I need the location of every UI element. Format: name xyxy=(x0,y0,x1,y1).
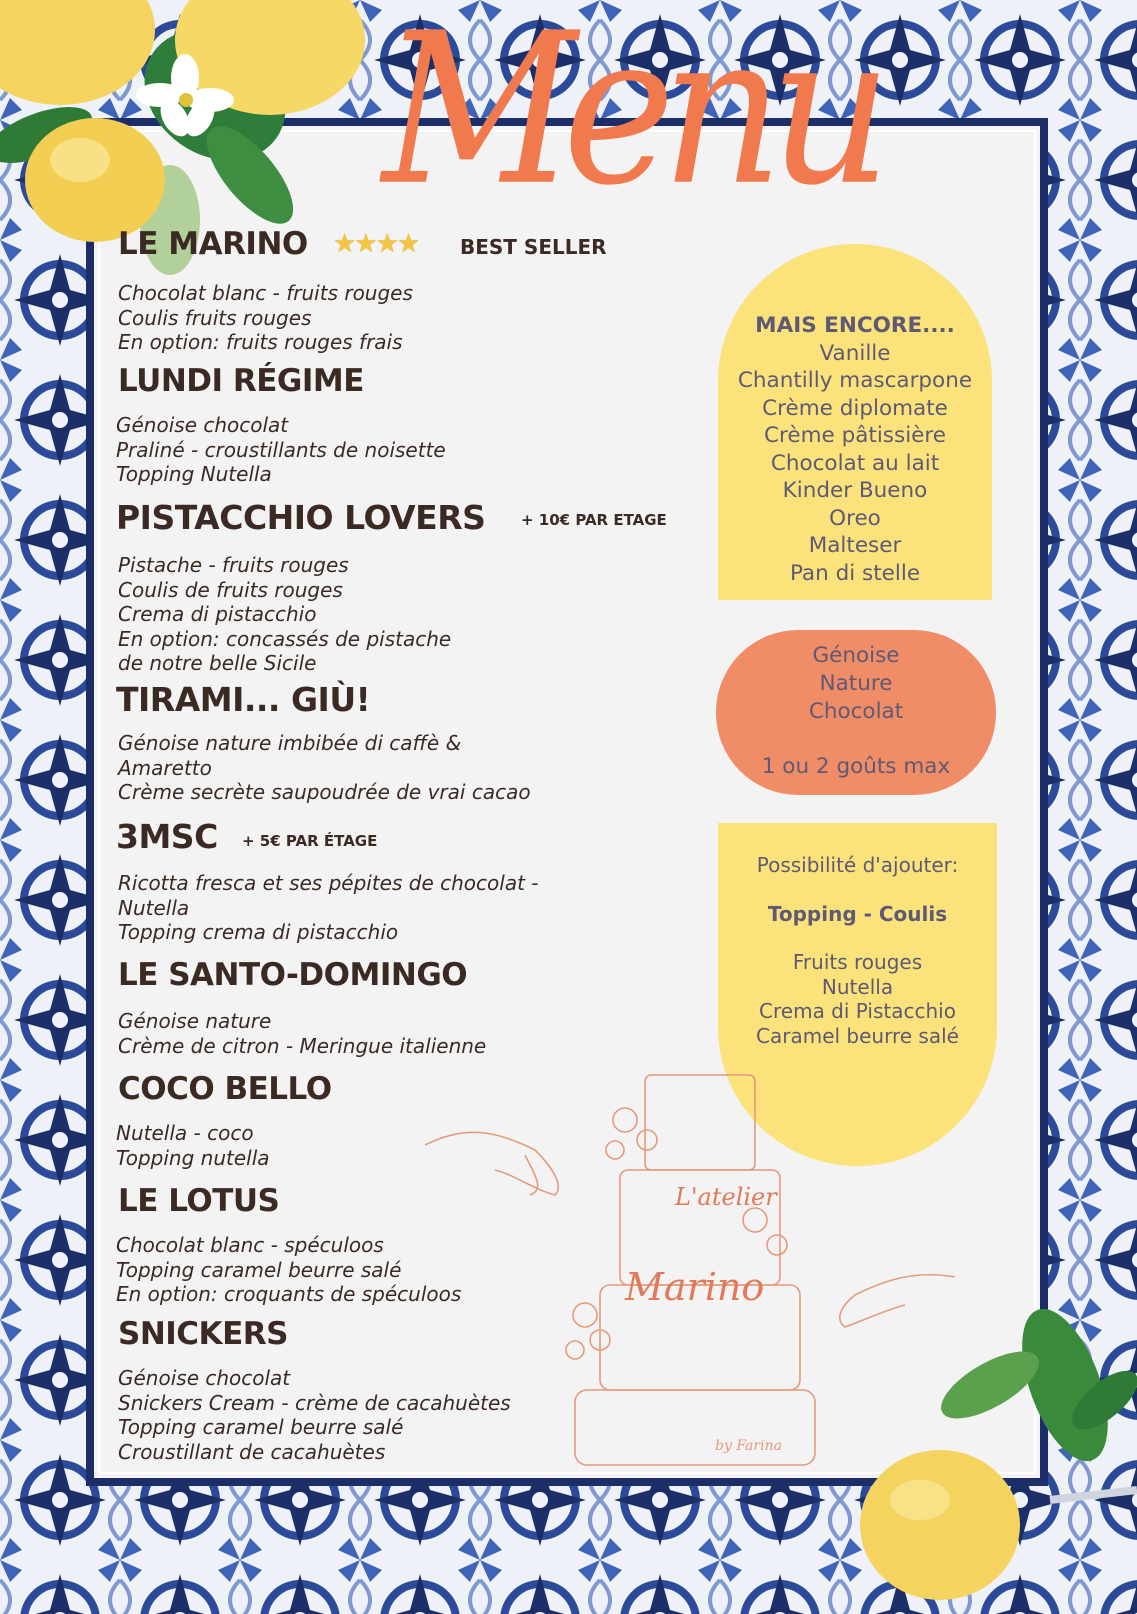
menu-title-text: Menu xyxy=(382,0,878,232)
flavour-option: Oreo xyxy=(829,505,881,531)
genoise-option: Nature xyxy=(819,671,893,696)
price-supplement-badge: + 10€ PAR ETAGE xyxy=(521,511,667,529)
price-supplement-badge: + 5€ PAR ÉTAGE xyxy=(242,832,378,850)
genoise-box xyxy=(716,630,996,795)
genoise-option: Chocolat xyxy=(808,699,904,724)
item-name: 3MSC xyxy=(116,817,218,856)
flavour-option: Vanille xyxy=(819,340,891,366)
item-name: TIRAMI... GIÙ! xyxy=(116,680,371,719)
item-description: Ricotta fresca et ses pépites de chocolat - Nutella Topping crema di pistacchio xyxy=(118,871,539,944)
rating-stars-icon: ★★★★ xyxy=(333,228,419,258)
item-name: LE LOTUS xyxy=(118,1183,280,1219)
flavour-option: Chantilly mascarpone xyxy=(737,368,973,393)
item-description: Génoise chocolat Praliné - croustillants de noisette Topping Nutella xyxy=(116,413,446,486)
item-description: Génoise chocolat Snickers Cream - crème de cacahuètes Topping caramel beurre salé Croustillant de cacahuètes xyxy=(118,1366,511,1464)
flavour-option: Malteser xyxy=(808,533,902,558)
item-description: Pistache - fruits rouges Coulis de fruits rouges Crema di pistacchio En option: concassés de pistache de notre belle Sicile xyxy=(118,553,452,675)
flavour-option: Crème diplomate xyxy=(762,395,948,421)
flavours-more-box xyxy=(718,244,992,600)
flavour-option: Chocolat au lait xyxy=(770,450,940,476)
genoise-note: 1 ou 2 goûts max xyxy=(761,754,951,779)
best-seller-badge: BEST SELLER xyxy=(460,235,607,259)
rose-decoration xyxy=(566,1108,787,1359)
logo-line-marino: Marino xyxy=(625,1265,765,1309)
topping-option: Crema di Pistacchio xyxy=(759,999,956,1023)
toppings-heading: Topping - Coulis xyxy=(767,901,948,926)
menu-title xyxy=(382,0,878,232)
genoise-option: Génoise xyxy=(812,643,900,668)
topping-option: Caramel beurre salé xyxy=(756,1023,959,1048)
toppings-intro: Possibilité d'ajouter: xyxy=(756,853,959,877)
flavour-option: Pan di stelle xyxy=(789,560,921,586)
logo-line-atelier: L'atelier xyxy=(675,1183,777,1211)
flavour-option: Crème pâtissière xyxy=(763,423,947,448)
topping-option: Nutella xyxy=(821,974,894,999)
item-description: Nutella - coco Topping nutella xyxy=(116,1121,270,1170)
topping-option: Fruits rouges xyxy=(792,950,923,974)
item-description: Génoise nature imbibée di caffè & Amaretto Crème secrète saupoudrée de vrai cacao xyxy=(118,731,531,804)
item-name: LE MARINO xyxy=(118,226,308,262)
atelier-marino-cake-logo xyxy=(555,1055,995,1470)
item-name: PISTACCHIO LOVERS xyxy=(116,498,486,537)
item-name: COCO BELLO xyxy=(118,1071,332,1107)
item-description: Génoise nature Crème de citron - Meringue italienne xyxy=(118,1009,487,1058)
item-name: SNICKERS xyxy=(118,1316,288,1352)
item-description: Chocolat blanc - fruits rouges Coulis fruits rouges En option: fruits rouges frais xyxy=(118,281,413,354)
flavours-more-heading: MAIS ENCORE.... xyxy=(755,313,955,338)
item-name: LUNDI RÉGIME xyxy=(118,363,364,399)
flavour-option: Kinder Bueno xyxy=(782,478,928,503)
logo-signature: by Farina xyxy=(715,1438,782,1454)
item-name: LE SANTO-DOMINGO xyxy=(118,957,468,993)
item-description: Chocolat blanc - spéculoos Topping caramel beurre salé En option: croquants de spéculoos xyxy=(116,1233,462,1306)
